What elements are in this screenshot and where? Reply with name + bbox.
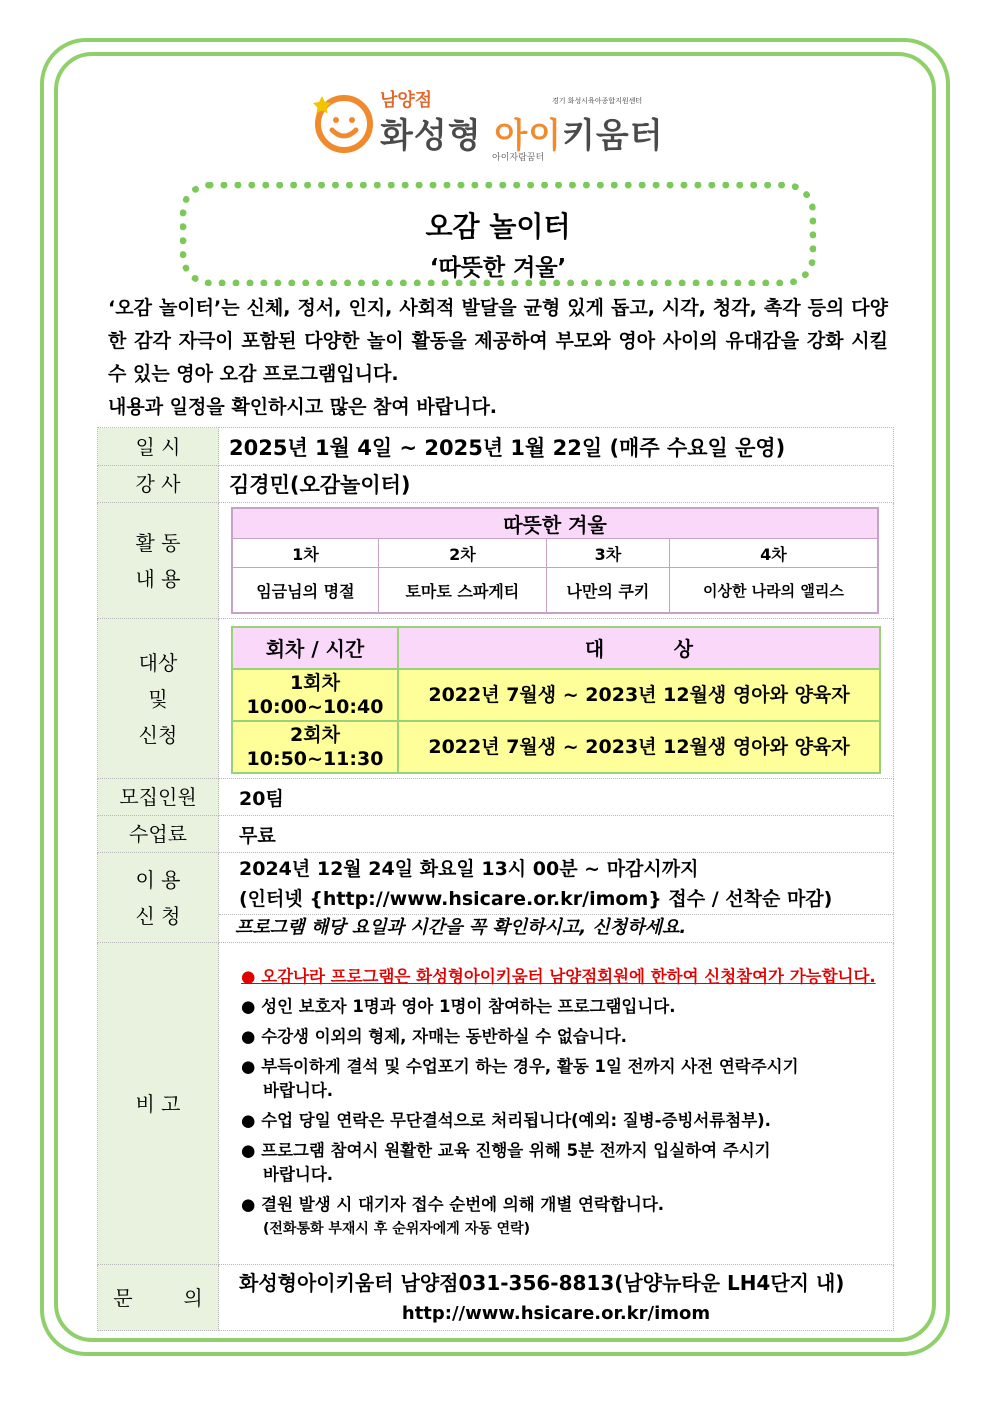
logo	[312, 86, 682, 166]
target-head-round: 회차 / 시간	[232, 627, 398, 669]
notes-item: ● 수강생 이외의 형제, 자매는 동반하실 수 없습니다.	[241, 1026, 627, 1046]
apply-label: 이 용 신 청	[98, 853, 219, 943]
notes-item: ● 결원 발생 시 대기자 접수 순번에 의해 개별 연락합니다.	[241, 1194, 665, 1214]
teacher-label: 강 사	[98, 466, 219, 503]
target-who: 2022년 7월생 ~ 2023년 12월생 영아와 양육자	[398, 721, 880, 773]
logo-org: 경기 화성시육아종합지원센터	[552, 97, 643, 105]
target-head-who: 대 상	[398, 627, 880, 669]
activity-label: 활 동 내 용	[98, 503, 219, 619]
info-table	[97, 427, 894, 1331]
fee-label: 수업료	[98, 816, 219, 853]
capacity-value: 20팀	[219, 779, 894, 816]
intro-text: ‘오감 놀이터’는 신체, 정서, 인지, 사회적 발달을 균형 있게 돕고, 시각, 청각, 촉각 등의 다양한 감각 자극이 포함된 다양한 놀이 활동을 제공하여 부모와 영아 사이의 유대감을 강화 시킬 수 있는 영아 오감 프로그램입니다. 내용과 일정을 확인하시고 많은 참여 바랍니다.	[108, 297, 888, 418]
title-box	[180, 182, 816, 286]
activity-cell	[219, 503, 894, 619]
session-num: 1차	[232, 539, 378, 568]
notes-cell	[219, 943, 894, 1265]
logo-sub: 아이자람꿈터	[492, 153, 545, 163]
notes-item: ● 프로그램 참여시 원활한 교육 진행을 위해 5분 전까지 입실하여 주시기	[241, 1140, 771, 1160]
notes-item: ● 수업 당일 연락은 무단결석으로 처리됩니다(예외: 질병-증빙서류첨부).	[241, 1110, 771, 1130]
date-label: 일 시	[98, 428, 219, 466]
logo-branch: 남양점	[380, 90, 433, 111]
target-round: 1회차 10:00~10:40	[232, 669, 398, 721]
date-value: 2025년 1월 4일 ~ 2025년 1월 22일 (매주 수요일 운영)	[219, 428, 894, 466]
session-name: 이상한 나라의 앨리스	[669, 568, 878, 614]
session-num: 4차	[669, 539, 878, 568]
activity-table	[231, 507, 879, 614]
activity-head: 따뜻한 겨울	[232, 508, 878, 539]
teacher-value: 김경민(오감놀이터)	[219, 466, 894, 503]
notes-small: (전화통화 부재시 후 순위자에게 자동 연락)	[263, 1220, 531, 1237]
session-name: 나만의 쿠키	[546, 568, 669, 614]
target-cell	[219, 619, 894, 779]
notes-item-cont: 바랍니다.	[263, 1164, 334, 1184]
notes-label: 비 고	[98, 943, 219, 1265]
notes-warning: ● 오감나라 프로그램은 화성형아이키움터 남양점회원에 한하여 신청참여가 가능합니다.	[241, 966, 876, 986]
child-face-icon	[312, 90, 376, 154]
apply-cell: 2024년 12월 24일 화요일 13시 00분 ~ 마감시까지 (인터넷 {http://www.hsicare.or.kr/imom} 접수 / 선착순 마감) 프로그램 해당 요일과 시간을 꼭 확인하시고, 신청하세요.	[219, 853, 894, 943]
notes-item: ● 부득이하게 결석 및 수업포기 하는 경우, 활동 1일 전까지 사전 연락주시기	[241, 1056, 799, 1076]
notes-list	[219, 955, 893, 1253]
notes-item: ● 성인 보호자 1명과 영아 1명이 참여하는 프로그램입니다.	[241, 996, 676, 1016]
target-table	[231, 626, 881, 774]
target-who: 2022년 7월생 ~ 2023년 12월생 영아와 양육자	[398, 669, 880, 721]
session-name: 토마토 스파게티	[378, 568, 546, 614]
capacity-label: 모집인원	[98, 779, 219, 816]
session-num: 3차	[546, 539, 669, 568]
page-subtitle: ‘따뜻한 겨울’	[429, 255, 567, 281]
logo-name: 화성형 아이키움터	[380, 116, 664, 156]
session-num: 2차	[378, 539, 546, 568]
session-name: 임금님의 명절	[232, 568, 378, 614]
notes-item-cont: 바랍니다.	[263, 1080, 334, 1100]
contact-cell: 화성형아이키움터 남양점031-356-8813(남양뉴타운 LH4단지 내) http://www.hsicare.or.kr/imom	[219, 1265, 894, 1331]
page-title: 오감 놀이터	[425, 210, 571, 243]
fee-value: 무료	[219, 816, 894, 853]
target-round: 2회차 10:50~11:30	[232, 721, 398, 773]
target-label: 대상 및 신청	[98, 619, 219, 779]
contact-label: 문 의	[98, 1265, 219, 1331]
